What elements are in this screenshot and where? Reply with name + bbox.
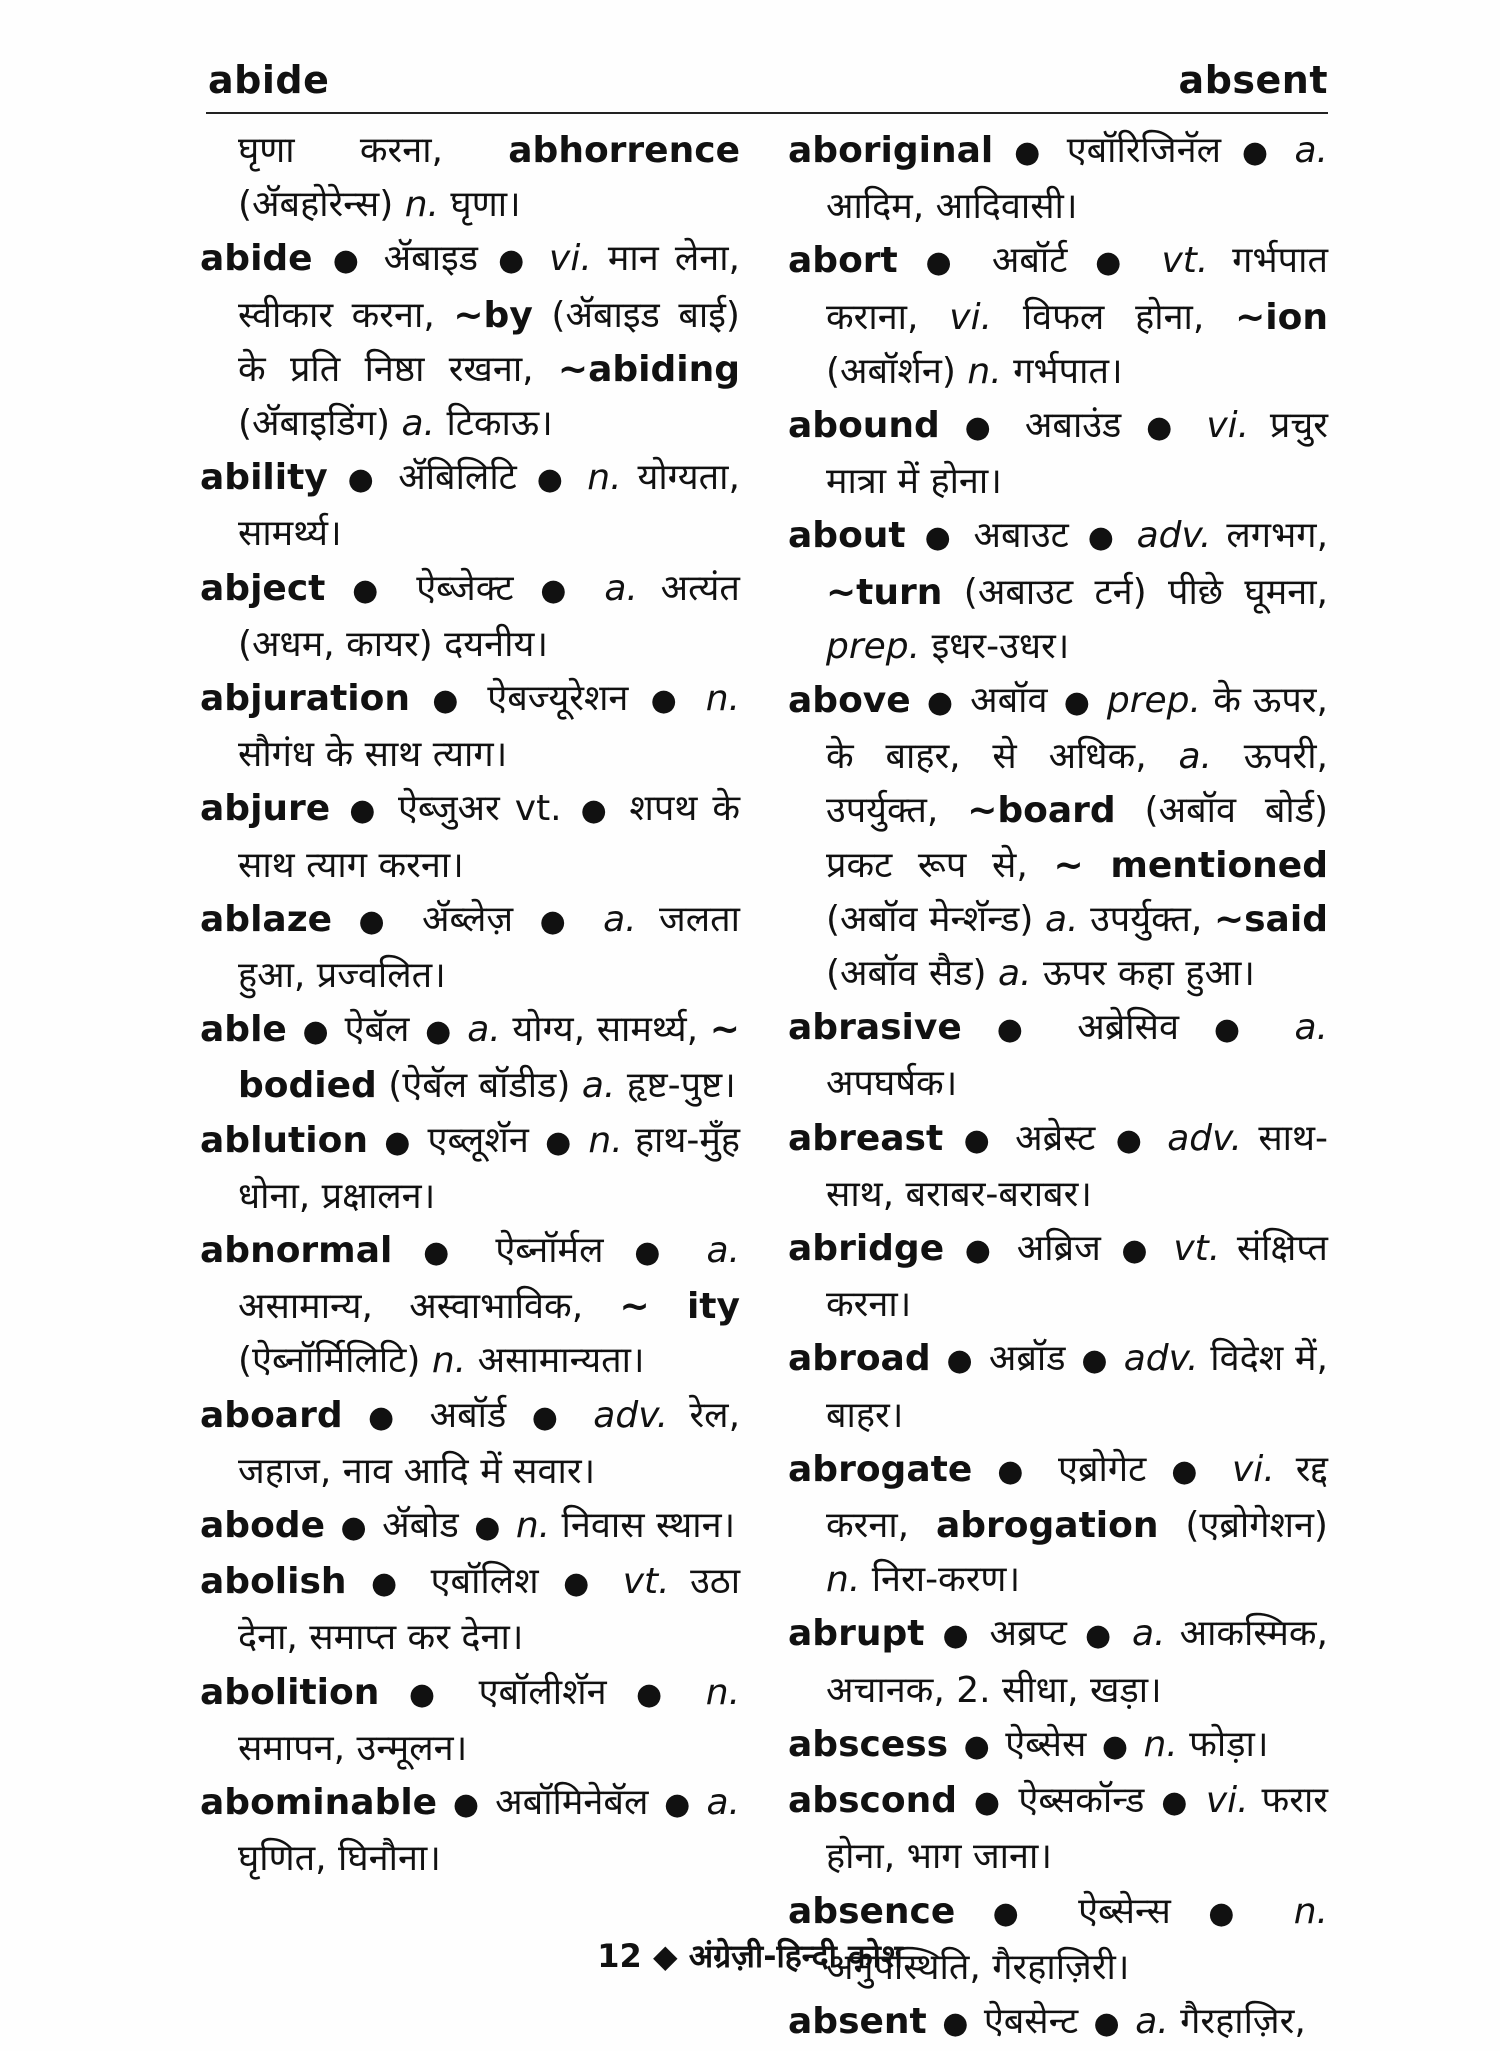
entry-abjuration: abjuration ● ऐबज्यूरेशन ● n. सौगंध के साथ त्याग। bbox=[200, 678, 740, 776]
left-column bbox=[200, 124, 740, 1887]
bullet-icon: ● bbox=[973, 1785, 1002, 1821]
headword: above bbox=[788, 680, 911, 722]
entry-aboard: aboard ● अबॉर्ड ● adv. रेल, जहाज, नाव आदि में सवार। bbox=[200, 1394, 741, 1492]
entry-abridge: abridge ● अब्रिज ● vt. संक्षिप्त करना। bbox=[788, 1228, 1328, 1326]
bullet-icon: ● bbox=[1208, 1895, 1257, 1931]
bullet-icon: ● bbox=[964, 1233, 997, 1269]
entry-abscond: abscond ● ऐब्सकॉन्ड ● vi. फरार होना, भाग जाना। bbox=[788, 1780, 1328, 1878]
bullet-icon: ● bbox=[563, 1566, 599, 1602]
bullet-icon: ● bbox=[540, 572, 578, 608]
bullet-icon: ● bbox=[352, 572, 390, 608]
bullet-icon: ● bbox=[925, 245, 965, 281]
headword: abode bbox=[200, 1505, 325, 1547]
headword: abridge bbox=[788, 1228, 945, 1270]
page-number: 12 bbox=[597, 1937, 642, 1975]
entry-about: about ● अबाउट ● adv. लगभग, ~turn (अबाउट टर्न) पीछे घूमना, prep. इधर-उधर। bbox=[788, 515, 1329, 667]
entry-abreast: abreast ● अब्रेस्ट ● adv. साथ-साथ, बराबर-बराबर। bbox=[788, 1117, 1328, 1215]
bullet-icon: ● bbox=[539, 903, 577, 939]
bullet-icon: ● bbox=[946, 1343, 974, 1379]
headword: abreast bbox=[788, 1117, 944, 1159]
diamond-separator-icon: ◆ bbox=[652, 1937, 678, 1975]
bullet-icon: ● bbox=[1014, 135, 1046, 170]
bullet-icon: ● bbox=[580, 793, 611, 829]
headword: abnormal bbox=[200, 1230, 393, 1272]
bullet-icon: ● bbox=[942, 2005, 969, 2041]
bullet-icon: ● bbox=[332, 243, 364, 279]
bullet-icon: ● bbox=[926, 685, 954, 721]
bullet-icon: ● bbox=[924, 520, 955, 556]
bullet-icon: ● bbox=[498, 243, 529, 279]
headword: able bbox=[200, 1009, 287, 1051]
bullet-icon: ● bbox=[1241, 135, 1274, 170]
continuation-entry: घृणा करना, abhorrence (ॲबहोरेन्स) n. घृणा। bbox=[238, 130, 740, 226]
entry-abolition: abolition ● एबॉलीशॅन ● n. समापन, उन्मूलन। bbox=[200, 1671, 741, 1769]
bullet-icon: ● bbox=[358, 903, 396, 939]
guide-word-right: absent bbox=[1178, 58, 1328, 102]
bullet-icon: ● bbox=[408, 1676, 450, 1712]
headword: abscond bbox=[788, 1780, 957, 1822]
bullet-icon: ● bbox=[545, 1124, 573, 1160]
entry-ablution: ablution ● एब्लूशॅन ● n. हाथ-मुँह धोना, प्रक्षालन। bbox=[200, 1119, 741, 1217]
entry-ability: ability ● ॲबिलिटि ● n. योग्यता, सामर्थ्य। bbox=[200, 457, 740, 555]
entry-ablaze: ablaze ● ॲब्लेज़ ● a. जलता हुआ, प्रज्वलित। bbox=[200, 898, 740, 997]
bullet-icon: ● bbox=[1146, 410, 1182, 446]
entry-abound: abound ● अबाउंड ● vi. प्रचुर मात्रा में होना। bbox=[788, 405, 1328, 503]
book-title: अंग्रेज़ी-हिन्दी कोश bbox=[688, 1937, 903, 1975]
bullet-icon: ● bbox=[347, 462, 379, 498]
bullet-icon: ● bbox=[634, 1235, 676, 1271]
bullet-icon: ● bbox=[474, 1510, 501, 1546]
headword: ablaze bbox=[200, 898, 333, 940]
headword: abroad bbox=[788, 1338, 931, 1380]
bullet-icon: ● bbox=[432, 683, 466, 719]
bullet-icon: ● bbox=[536, 462, 568, 498]
bullet-icon: ● bbox=[1161, 1785, 1189, 1821]
bullet-icon: ● bbox=[384, 1124, 412, 1160]
entry-abjure: abjure ● ऐब्जुअर vt. ● शपथ के साथ त्याग करना। bbox=[200, 788, 740, 886]
bullet-icon: ● bbox=[1085, 1618, 1114, 1654]
entry-above: above ● अबॉव ● prep. के ऊपर, के बाहर, से अधिक, a. ऊपरी, उपर्युक्त, ~board (अबॉव बोर्ड) प्रकट रूप से, ~ mentioned (अबॉव मेन्शॅन्ड) a. उपर्युक्त, ~said (अबॉव सैड) a. ऊपर कहा हुआ। bbox=[788, 680, 1329, 995]
bullet-icon: ● bbox=[942, 1618, 972, 1654]
headword: abjure bbox=[200, 788, 331, 830]
bullet-icon: ● bbox=[992, 1895, 1041, 1931]
headword: abrasive bbox=[788, 1007, 962, 1049]
right-column bbox=[788, 124, 1328, 2051]
headword: abrupt bbox=[788, 1613, 925, 1655]
headword: ability bbox=[200, 457, 328, 499]
entry-abrogate: abrogate ● एब्रोगेट ● vi. रद्द करना, abrogation (एब्रोगेशन) n. निरा-करण। bbox=[788, 1448, 1328, 1601]
bullet-icon: ● bbox=[340, 1510, 367, 1546]
bullet-icon: ● bbox=[1213, 1012, 1260, 1048]
bullet-icon: ● bbox=[964, 410, 1001, 446]
headword: abide bbox=[200, 238, 313, 280]
bullet-icon: ● bbox=[1171, 1453, 1207, 1489]
entry-abrasive: abrasive ● अब्रेसिव ● a. अपघर्षक। bbox=[788, 1007, 1328, 1105]
page-footer bbox=[0, 1934, 1500, 1977]
bullet-icon: ● bbox=[997, 1453, 1034, 1489]
bullet-icon: ● bbox=[302, 1014, 329, 1050]
headword: abscess bbox=[788, 1723, 949, 1765]
headword: abolish bbox=[200, 1561, 347, 1603]
bullet-icon: ● bbox=[1063, 685, 1091, 721]
bullet-icon: ● bbox=[1081, 1343, 1108, 1379]
entry-abode: abode ● ॲबोड ● n. निवास स्थान। bbox=[200, 1505, 736, 1547]
headword: abrogate bbox=[788, 1448, 973, 1490]
bullet-icon: ● bbox=[423, 1235, 465, 1271]
bullet-icon: ● bbox=[1087, 520, 1118, 556]
bullet-icon: ● bbox=[425, 1014, 452, 1050]
bullet-icon: ● bbox=[531, 1399, 568, 1435]
bullet-icon: ● bbox=[370, 1566, 407, 1602]
headword: abjuration bbox=[200, 678, 410, 720]
headword: aboriginal bbox=[788, 130, 994, 171]
bullet-icon: ● bbox=[963, 1122, 995, 1158]
entry-abscess: abscess ● ऐब्सेस ● n. फोड़ा। bbox=[788, 1723, 1269, 1765]
headword: abort bbox=[788, 240, 898, 282]
headword: abominable bbox=[200, 1782, 438, 1824]
bullet-icon: ● bbox=[963, 1728, 990, 1764]
entry-abroad: abroad ● अब्रॉड ● adv. विदेश में, बाहर। bbox=[788, 1338, 1329, 1436]
bullet-icon: ● bbox=[349, 793, 379, 829]
headword: aboard bbox=[200, 1394, 343, 1436]
bullet-icon: ● bbox=[1121, 1233, 1153, 1269]
entry-aboriginal: aboriginal ● एबॉरिजिनॅल ● a. आदिम, आदिवासी। bbox=[788, 130, 1328, 228]
guide-word-left: abide bbox=[208, 58, 330, 102]
bullet-icon: ● bbox=[1095, 245, 1134, 281]
header-rule bbox=[206, 112, 1328, 114]
headword: ablution bbox=[200, 1119, 368, 1161]
headword: abound bbox=[788, 405, 940, 447]
entry-abide: abide ● ॲबाइड ● vi. मान लेना, स्वीकार करना, ~by (ॲबाइड बाई) के प्रति निष्ठा रखना, ~abiding (ॲबाइडिंग) a. टिकाऊ। bbox=[200, 238, 740, 445]
headword: absence bbox=[788, 1890, 956, 1932]
headword: about bbox=[788, 515, 906, 557]
entry-abort: abort ● अबॉर्ट ● vt. गर्भपात कराना, vi. विफल होना, ~ion (अबॉर्शन) n. गर्भपात। bbox=[788, 240, 1329, 392]
entry-abject: abject ● ऐब्जेक्ट ● a. अत्यंत (अधम, कायर) दयनीय। bbox=[200, 567, 740, 665]
entry-abnormal: abnormal ● ऐब्नॉर्मल ● a. असामान्य, अस्वाभाविक, ~ ity (ऐब्नॉर्मिलिटि) n. असामान्यता। bbox=[200, 1230, 740, 1382]
entry-abominable: abominable ● अबॉमिनेबॅल ● a. घृणित, घिनौना। bbox=[200, 1782, 740, 1880]
bullet-icon: ● bbox=[636, 1676, 677, 1712]
entry-able: able ● ऐबॅल ● a. योग्य, सामर्थ्य, ~ bodied (ऐबॅल बॉडीड) a. हृष्ट-पुष्ट। bbox=[200, 1009, 740, 1107]
bullet-icon: ● bbox=[996, 1012, 1043, 1048]
headword: abject bbox=[200, 567, 326, 609]
bullet-icon: ● bbox=[664, 1787, 691, 1823]
headword: abolition bbox=[200, 1671, 380, 1713]
entry-abrupt: abrupt ● अब्रप्ट ● a. आकस्मिक, अचानक, 2. सीधा, खड़ा। bbox=[788, 1613, 1328, 1711]
entry-absence: absence ● ऐब्सेन्स ● n. अनुपस्थिति, गैरहाज़िरी। bbox=[788, 1890, 1328, 1988]
headword: absent bbox=[788, 2000, 927, 2042]
entry-abolish: abolish ● एबॉलिश ● vt. उठा देना, समाप्त कर देना। bbox=[200, 1561, 741, 1659]
bullet-icon: ● bbox=[368, 1399, 405, 1435]
bullet-icon: ● bbox=[1093, 2005, 1120, 2041]
bullet-icon: ● bbox=[1115, 1122, 1147, 1158]
bullet-icon: ● bbox=[452, 1787, 480, 1823]
bullet-icon: ● bbox=[1101, 1728, 1128, 1764]
bullet-icon: ● bbox=[650, 683, 684, 719]
entry-absent: absent ● ऐबसेन्ट ● a. गैरहाज़िर, bbox=[788, 2000, 1306, 2042]
